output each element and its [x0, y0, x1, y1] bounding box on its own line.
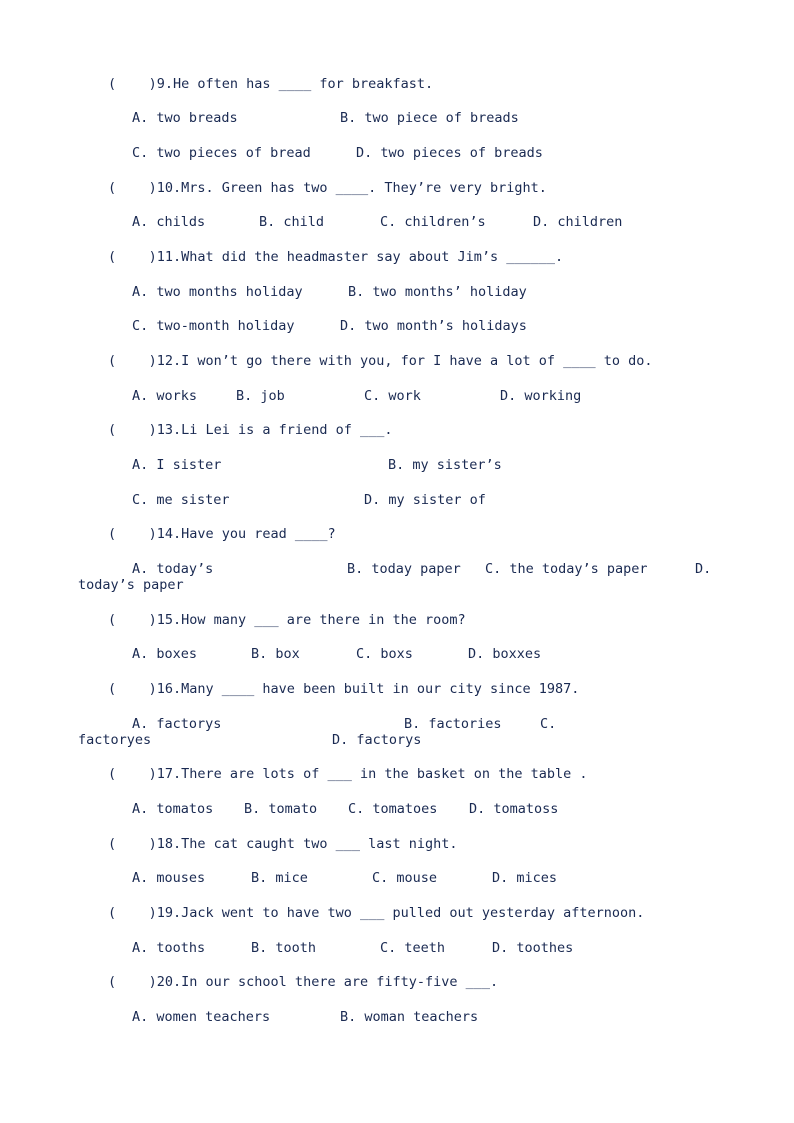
question-17-option-c: C. tomatoes: [348, 801, 438, 817]
question-9-stem: ( )9.He often has ____ for breakfast.: [108, 76, 434, 92]
question-9-option-a: A. two breads: [132, 110, 238, 126]
question-11-option-c: C. two-month holiday: [132, 318, 295, 334]
question-9-option-b: B. two piece of breads: [340, 110, 519, 126]
question-9-option-c: C. two pieces of bread: [132, 145, 311, 161]
question-16-option-d: D. factorys: [332, 732, 422, 748]
question-16-option-a: A. factorys: [132, 716, 222, 732]
question-14-option-a: A. today’s: [132, 561, 214, 577]
question-17-option-a: A. tomatos: [132, 801, 214, 817]
question-10-stem: ( )10.Mrs. Green has two ____. They’re very bright.: [108, 180, 547, 196]
question-11-option-d: D. two month’s holidays: [340, 318, 527, 334]
question-18-option-b: B. mice: [251, 870, 308, 886]
question-19-stem: ( )19.Jack went to have two ___ pulled out yesterday afternoon.: [108, 905, 645, 921]
question-10-option-b: B. child: [259, 214, 325, 230]
question-14-option-d-letter: D.: [695, 561, 712, 577]
question-14-option-b: B. today paper: [347, 561, 461, 577]
question-14-option-d-text: today’s paper: [78, 577, 184, 593]
question-16-option-c-text: factoryes: [78, 732, 152, 748]
question-19-option-c: C. teeth: [380, 940, 446, 956]
question-18-option-a: A. mouses: [132, 870, 206, 886]
question-12-option-b: B. job: [236, 388, 285, 404]
question-13-option-c: C. me sister: [132, 492, 230, 508]
question-13-option-d: D. my sister of: [364, 492, 486, 508]
question-12-option-a: A. works: [132, 388, 198, 404]
question-20-option-a: A. women teachers: [132, 1009, 271, 1025]
question-9-option-d: D. two pieces of breads: [356, 145, 543, 161]
question-12-stem: ( )12.I won’t go there with you, for I have a lot of ____ to do.: [108, 353, 653, 369]
question-12-option-c: C. work: [364, 388, 421, 404]
question-14-option-c: C. the today’s paper: [485, 561, 648, 577]
question-10-option-d: D. children: [533, 214, 623, 230]
question-10-option-a: A. childs: [132, 214, 206, 230]
question-16-option-c-letter: C.: [540, 716, 557, 732]
question-15-option-c: C. boxs: [356, 646, 413, 662]
question-18-stem: ( )18.The cat caught two ___ last night.: [108, 836, 458, 852]
question-16-option-b: B. factories: [404, 716, 502, 732]
question-16-stem: ( )16.Many ____ have been built in our city since 1987.: [108, 681, 580, 697]
question-19-option-b: B. tooth: [251, 940, 317, 956]
question-13-stem: ( )13.Li Lei is a friend of ___.: [108, 422, 393, 438]
question-17-stem: ( )17.There are lots of ___ in the basket on the table .: [108, 766, 588, 782]
question-20-stem: ( )20.In our school there are fifty-five ___.: [108, 974, 499, 990]
question-19-option-d: D. toothes: [492, 940, 574, 956]
question-20-option-b: B. woman teachers: [340, 1009, 479, 1025]
question-17-option-b: B. tomato: [244, 801, 318, 817]
question-11-option-a: A. two months holiday: [132, 284, 303, 300]
question-15-stem: ( )15.How many ___ are there in the room?: [108, 612, 466, 628]
question-11-stem: ( )11.What did the headmaster say about Jim’s ______.: [108, 249, 564, 265]
question-15-option-b: B. box: [251, 646, 300, 662]
question-15-option-d: D. boxxes: [468, 646, 542, 662]
question-11-option-b: B. two months’ holiday: [348, 284, 527, 300]
question-15-option-a: A. boxes: [132, 646, 198, 662]
question-13-option-b: B. my sister’s: [388, 457, 502, 473]
question-17-option-d: D. tomatoss: [469, 801, 559, 817]
question-13-option-a: A. I sister: [132, 457, 222, 473]
question-14-stem: ( )14.Have you read ____?: [108, 526, 336, 542]
question-10-option-c: C. children’s: [380, 214, 486, 230]
question-12-option-d: D. working: [500, 388, 582, 404]
question-18-option-d: D. mices: [492, 870, 558, 886]
question-19-option-a: A. tooths: [132, 940, 206, 956]
question-18-option-c: C. mouse: [372, 870, 438, 886]
